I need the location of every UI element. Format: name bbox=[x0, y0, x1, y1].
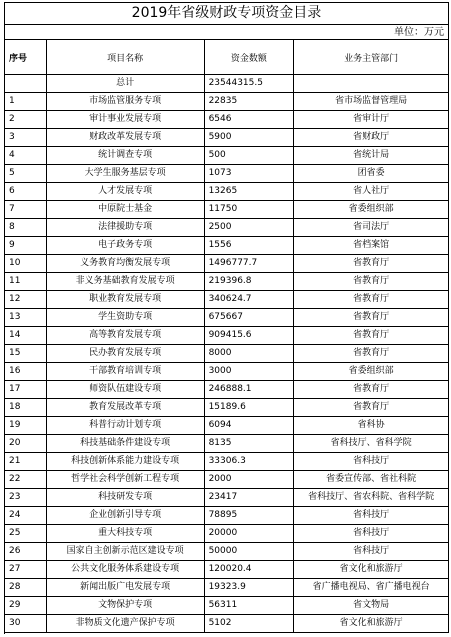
row-no-cell: 24 bbox=[5, 507, 46, 525]
row-no-cell: 21 bbox=[5, 453, 46, 471]
row-name-cell: 法律援助专项 bbox=[46, 219, 204, 237]
unit-label: 单位：万元 bbox=[5, 24, 449, 39]
table-row bbox=[5, 273, 449, 291]
row-no-cell: 12 bbox=[5, 291, 46, 309]
row-no-cell: 3 bbox=[5, 129, 46, 147]
table-row bbox=[5, 345, 449, 363]
row-amount-cell: 1496777.7 bbox=[204, 255, 294, 273]
table-row bbox=[5, 291, 449, 309]
row-name-cell: 民办教育发展专项 bbox=[46, 345, 204, 363]
row-dept-cell: 省文化和旅游厅 bbox=[294, 615, 449, 633]
row-dept-cell: 省科技厅、省科学院 bbox=[294, 435, 449, 453]
row-amount-cell: 13265 bbox=[204, 183, 294, 201]
row-dept-cell: 省科技厅 bbox=[294, 525, 449, 543]
table-row bbox=[5, 615, 449, 633]
row-name-cell: 学生资助专项 bbox=[46, 309, 204, 327]
table-row bbox=[5, 579, 449, 597]
fund-table bbox=[5, 39, 449, 633]
total-no-cell bbox=[5, 75, 46, 93]
table-row bbox=[5, 471, 449, 489]
row-no-cell: 19 bbox=[5, 417, 46, 435]
row-amount-cell: 6546 bbox=[204, 111, 294, 129]
row-name-cell: 重大科技专项 bbox=[46, 525, 204, 543]
row-no-cell: 5 bbox=[5, 165, 46, 183]
row-amount-cell: 219396.8 bbox=[204, 273, 294, 291]
spreadsheet bbox=[4, 2, 449, 634]
column-header-name: 项目名称 bbox=[46, 40, 204, 75]
table-row bbox=[5, 201, 449, 219]
table-row bbox=[5, 489, 449, 507]
table-row bbox=[5, 597, 449, 615]
row-no-cell: 17 bbox=[5, 381, 46, 399]
row-dept-cell: 省档案馆 bbox=[294, 237, 449, 255]
table-row bbox=[5, 255, 449, 273]
row-amount-cell: 500 bbox=[204, 147, 294, 165]
row-name-cell: 文物保护专项 bbox=[46, 597, 204, 615]
row-dept-cell: 省科协 bbox=[294, 417, 449, 435]
row-amount-cell: 8135 bbox=[204, 435, 294, 453]
row-no-cell: 26 bbox=[5, 543, 46, 561]
row-dept-cell: 省教育厅 bbox=[294, 381, 449, 399]
row-dept-cell: 省教育厅 bbox=[294, 345, 449, 363]
row-amount-cell: 50000 bbox=[204, 543, 294, 561]
row-dept-cell: 省委组织部 bbox=[294, 363, 449, 381]
row-name-cell: 科技创新体系能力建设专项 bbox=[46, 453, 204, 471]
row-dept-cell: 省教育厅 bbox=[294, 309, 449, 327]
row-name-cell: 人才发展专项 bbox=[46, 183, 204, 201]
table-row bbox=[5, 309, 449, 327]
row-amount-cell: 19323.9 bbox=[204, 579, 294, 597]
row-no-cell: 4 bbox=[5, 147, 46, 165]
table-row bbox=[5, 111, 449, 129]
row-name-cell: 教育发展改革专项 bbox=[46, 399, 204, 417]
row-amount-cell: 22835 bbox=[204, 93, 294, 111]
row-name-cell: 公共文化服务体系建设专项 bbox=[46, 561, 204, 579]
row-dept-cell: 省委宣传部、省社科院 bbox=[294, 471, 449, 489]
row-no-cell: 29 bbox=[5, 597, 46, 615]
row-name-cell: 电子政务专项 bbox=[46, 237, 204, 255]
row-dept-cell: 省科技厅 bbox=[294, 453, 449, 471]
row-no-cell: 6 bbox=[5, 183, 46, 201]
row-amount-cell: 246888.1 bbox=[204, 381, 294, 399]
table-row bbox=[5, 435, 449, 453]
row-dept-cell: 省科技厅 bbox=[294, 507, 449, 525]
row-name-cell: 干部教育培训专项 bbox=[46, 363, 204, 381]
column-header-dept: 业务主管部门 bbox=[294, 40, 449, 75]
column-header-amount: 资金数额 bbox=[204, 40, 294, 75]
page-title: 2019年省级财政专项资金目录 bbox=[5, 3, 449, 24]
table-row bbox=[5, 417, 449, 435]
row-name-cell: 高等教育发展专项 bbox=[46, 327, 204, 345]
row-dept-cell: 省市场监督管理局 bbox=[294, 93, 449, 111]
row-amount-cell: 56311 bbox=[204, 597, 294, 615]
table-row bbox=[5, 147, 449, 165]
row-no-cell: 10 bbox=[5, 255, 46, 273]
row-no-cell: 13 bbox=[5, 309, 46, 327]
row-dept-cell: 省人社厅 bbox=[294, 183, 449, 201]
row-no-cell: 30 bbox=[5, 615, 46, 633]
row-dept-cell: 省财政厅 bbox=[294, 129, 449, 147]
row-no-cell: 22 bbox=[5, 471, 46, 489]
row-amount-cell: 1073 bbox=[204, 165, 294, 183]
row-amount-cell: 2500 bbox=[204, 219, 294, 237]
row-name-cell: 师资队伍建设专项 bbox=[46, 381, 204, 399]
row-amount-cell: 20000 bbox=[204, 525, 294, 543]
row-no-cell: 15 bbox=[5, 345, 46, 363]
row-no-cell: 7 bbox=[5, 201, 46, 219]
row-amount-cell: 8000 bbox=[204, 345, 294, 363]
row-name-cell: 国家自主创新示范区建设专项 bbox=[46, 543, 204, 561]
row-dept-cell: 省广播电视局、省广播电视台 bbox=[294, 579, 449, 597]
table-row bbox=[5, 165, 449, 183]
row-amount-cell: 33306.3 bbox=[204, 453, 294, 471]
row-amount-cell: 6094 bbox=[204, 417, 294, 435]
row-dept-cell: 省教育厅 bbox=[294, 291, 449, 309]
row-amount-cell: 5900 bbox=[204, 129, 294, 147]
row-amount-cell: 2000 bbox=[204, 471, 294, 489]
row-no-cell: 9 bbox=[5, 237, 46, 255]
table-row bbox=[5, 93, 449, 111]
row-name-cell: 统计调查专项 bbox=[46, 147, 204, 165]
row-dept-cell: 省教育厅 bbox=[294, 399, 449, 417]
row-name-cell: 新闻出版广电发展专项 bbox=[46, 579, 204, 597]
row-dept-cell: 省教育厅 bbox=[294, 255, 449, 273]
row-no-cell: 20 bbox=[5, 435, 46, 453]
table-row bbox=[5, 525, 449, 543]
row-name-cell: 非物质文化遗产保护专项 bbox=[46, 615, 204, 633]
total-label: 总计 bbox=[46, 75, 204, 93]
row-amount-cell: 675667 bbox=[204, 309, 294, 327]
table-row bbox=[5, 129, 449, 147]
row-amount-cell: 5102 bbox=[204, 615, 294, 633]
row-no-cell: 27 bbox=[5, 561, 46, 579]
row-dept-cell: 团省委 bbox=[294, 165, 449, 183]
row-name-cell: 科普行动计划专项 bbox=[46, 417, 204, 435]
table-row bbox=[5, 219, 449, 237]
row-no-cell: 2 bbox=[5, 111, 46, 129]
row-name-cell: 义务教育均衡发展专项 bbox=[46, 255, 204, 273]
row-name-cell: 市场监管服务专项 bbox=[46, 93, 204, 111]
table-row bbox=[5, 363, 449, 381]
row-name-cell: 科技研发专项 bbox=[46, 489, 204, 507]
table-body bbox=[5, 75, 449, 633]
row-amount-cell: 120020.4 bbox=[204, 561, 294, 579]
row-amount-cell: 78895 bbox=[204, 507, 294, 525]
column-header-no: 序号 bbox=[5, 40, 46, 75]
row-dept-cell: 省司法厅 bbox=[294, 219, 449, 237]
row-dept-cell: 省科技厅、省农科院、省科学院 bbox=[294, 489, 449, 507]
row-name-cell: 哲学社会科学创新工程专项 bbox=[46, 471, 204, 489]
row-no-cell: 18 bbox=[5, 399, 46, 417]
row-dept-cell: 省统计局 bbox=[294, 147, 449, 165]
row-dept-cell: 省审计厅 bbox=[294, 111, 449, 129]
row-dept-cell: 省教育厅 bbox=[294, 327, 449, 345]
row-amount-cell: 11750 bbox=[204, 201, 294, 219]
table-row bbox=[5, 399, 449, 417]
row-amount-cell: 3000 bbox=[204, 363, 294, 381]
row-no-cell: 16 bbox=[5, 363, 46, 381]
row-name-cell: 企业创新引导专项 bbox=[46, 507, 204, 525]
total-row bbox=[5, 75, 449, 93]
row-no-cell: 8 bbox=[5, 219, 46, 237]
row-name-cell: 财政改革发展专项 bbox=[46, 129, 204, 147]
row-amount-cell: 340624.7 bbox=[204, 291, 294, 309]
row-dept-cell: 省文物局 bbox=[294, 597, 449, 615]
row-amount-cell: 1556 bbox=[204, 237, 294, 255]
total-amount: 23544315.5 bbox=[204, 75, 294, 93]
header-row bbox=[5, 40, 449, 75]
table-row bbox=[5, 381, 449, 399]
row-amount-cell: 23417 bbox=[204, 489, 294, 507]
row-no-cell: 14 bbox=[5, 327, 46, 345]
table-row bbox=[5, 327, 449, 345]
table-row bbox=[5, 543, 449, 561]
row-name-cell: 科技基础条件建设专项 bbox=[46, 435, 204, 453]
row-name-cell: 大学生服务基层专项 bbox=[46, 165, 204, 183]
row-dept-cell: 省文化和旅游厅 bbox=[294, 561, 449, 579]
table-row bbox=[5, 237, 449, 255]
row-no-cell: 25 bbox=[5, 525, 46, 543]
row-no-cell: 28 bbox=[5, 579, 46, 597]
row-dept-cell: 省教育厅 bbox=[294, 273, 449, 291]
row-dept-cell: 省科技厅 bbox=[294, 543, 449, 561]
row-name-cell: 职业教育发展专项 bbox=[46, 291, 204, 309]
row-name-cell: 审计事业发展专项 bbox=[46, 111, 204, 129]
table-row bbox=[5, 183, 449, 201]
row-no-cell: 23 bbox=[5, 489, 46, 507]
table-row bbox=[5, 507, 449, 525]
table-row bbox=[5, 561, 449, 579]
total-dept-cell bbox=[294, 75, 449, 93]
row-no-cell: 11 bbox=[5, 273, 46, 291]
row-name-cell: 中原院士基金 bbox=[46, 201, 204, 219]
row-dept-cell: 省委组织部 bbox=[294, 201, 449, 219]
row-no-cell: 1 bbox=[5, 93, 46, 111]
row-name-cell: 非义务基础教育发展专项 bbox=[46, 273, 204, 291]
table-row bbox=[5, 453, 449, 471]
row-amount-cell: 909415.6 bbox=[204, 327, 294, 345]
row-amount-cell: 15189.6 bbox=[204, 399, 294, 417]
